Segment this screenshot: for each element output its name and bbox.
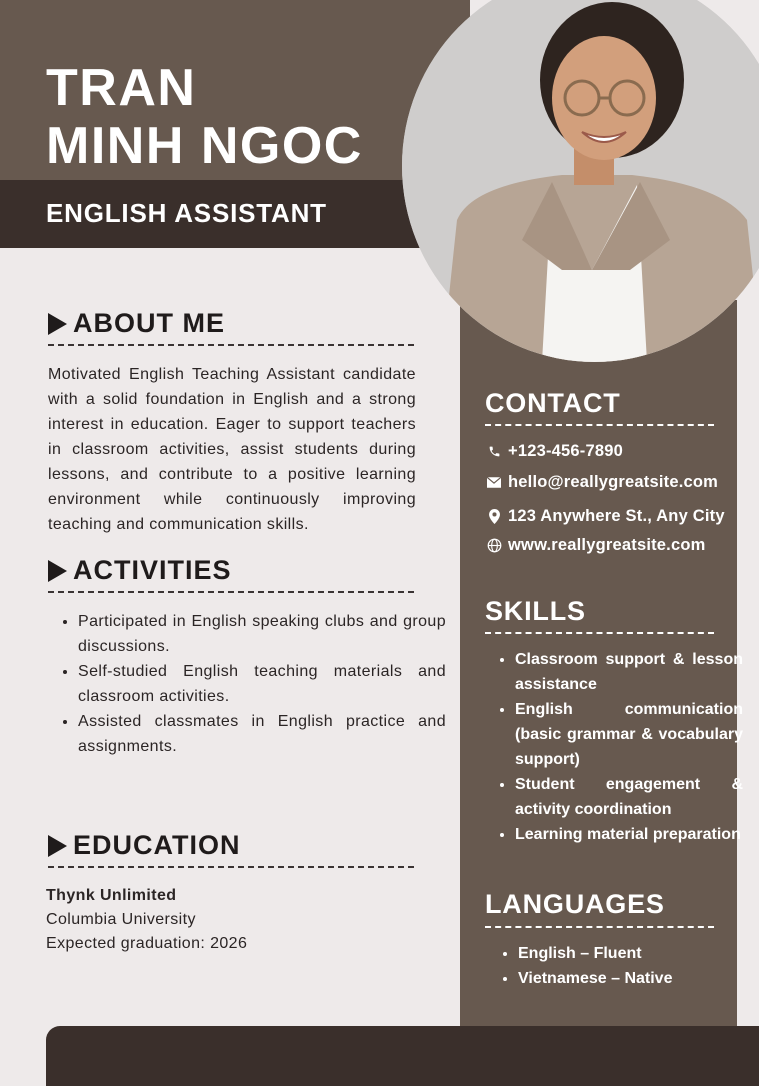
email-icon <box>486 475 502 491</box>
activities-heading <box>48 555 232 586</box>
education-details <box>46 884 247 956</box>
education-school: Thynk Unlimited <box>46 887 177 904</box>
profile-photo <box>402 0 759 362</box>
phone-icon <box>486 444 502 460</box>
list-item: • Participated in English speaking clubs and group discussions. <box>78 609 446 659</box>
triangle-bullet-icon <box>48 835 67 857</box>
contact-heading: CONTACT <box>485 388 621 418</box>
list-item: • Classroom support & lesson assistance <box>515 647 743 697</box>
languages-divider <box>485 926 714 928</box>
education-heading <box>48 830 241 861</box>
list-item: • English – Fluent <box>518 941 746 966</box>
about-heading <box>48 308 225 339</box>
list-item: • English communication (basic grammar & vocabulary support) <box>515 697 743 772</box>
about-heading-label: ABOUT ME <box>73 308 225 338</box>
location-pin-icon <box>486 509 502 525</box>
contact-phone <box>486 442 623 461</box>
website-text: www.reallygreatsite.com <box>508 536 706 554</box>
languages-heading: LANGUAGES <box>485 889 665 919</box>
list-item: • Vietnamese – Native <box>518 966 746 991</box>
name-first: TRAN <box>46 59 197 117</box>
skills-divider <box>485 632 714 634</box>
activities-heading-label: ACTIVITIES <box>73 555 232 585</box>
skills-heading: SKILLS <box>485 596 586 626</box>
email-address: hello@reallygreatsite.com <box>508 473 719 491</box>
activities-list <box>48 609 446 759</box>
contact-website <box>486 536 705 555</box>
profile-photo-illustration <box>402 0 759 362</box>
languages-list <box>485 941 746 991</box>
globe-icon <box>486 538 502 554</box>
job-title: ENGLISH ASSISTANT <box>46 198 327 228</box>
contact-email <box>486 473 718 492</box>
education-heading-label: EDUCATION <box>73 830 241 860</box>
about-text: Motivated English Teaching Assistant candidate with a solid foundation in English and a strong interest in education. Eager to support teachers in classroom activities, assist students during lessons, and contribute to a positive learning environment while continuously improving teaching and communication skills. <box>48 366 416 533</box>
phone-number: +123-456-7890 <box>508 442 623 460</box>
education-divider <box>48 866 414 868</box>
about-divider <box>48 344 414 346</box>
triangle-bullet-icon <box>48 560 67 582</box>
list-item: • Learning material preparation <box>515 822 743 847</box>
list-item: • Student engagement & activity coordination <box>515 772 743 822</box>
bottom-bar <box>46 1026 759 1086</box>
education-university: Columbia University <box>46 911 196 928</box>
contact-divider <box>485 424 714 426</box>
contact-address <box>486 507 725 526</box>
skills-list <box>485 647 743 847</box>
education-graduation: Expected graduation: 2026 <box>46 935 248 952</box>
name-last: MINH NGOC <box>46 117 363 175</box>
address-text: 123 Anywhere St., Any City <box>508 507 725 525</box>
list-item: • Assisted classmates in English practice and assignments. <box>78 709 446 759</box>
activities-divider <box>48 591 414 593</box>
triangle-bullet-icon <box>48 313 67 335</box>
list-item: • Self-studied English teaching materials and classroom activities. <box>78 659 446 709</box>
